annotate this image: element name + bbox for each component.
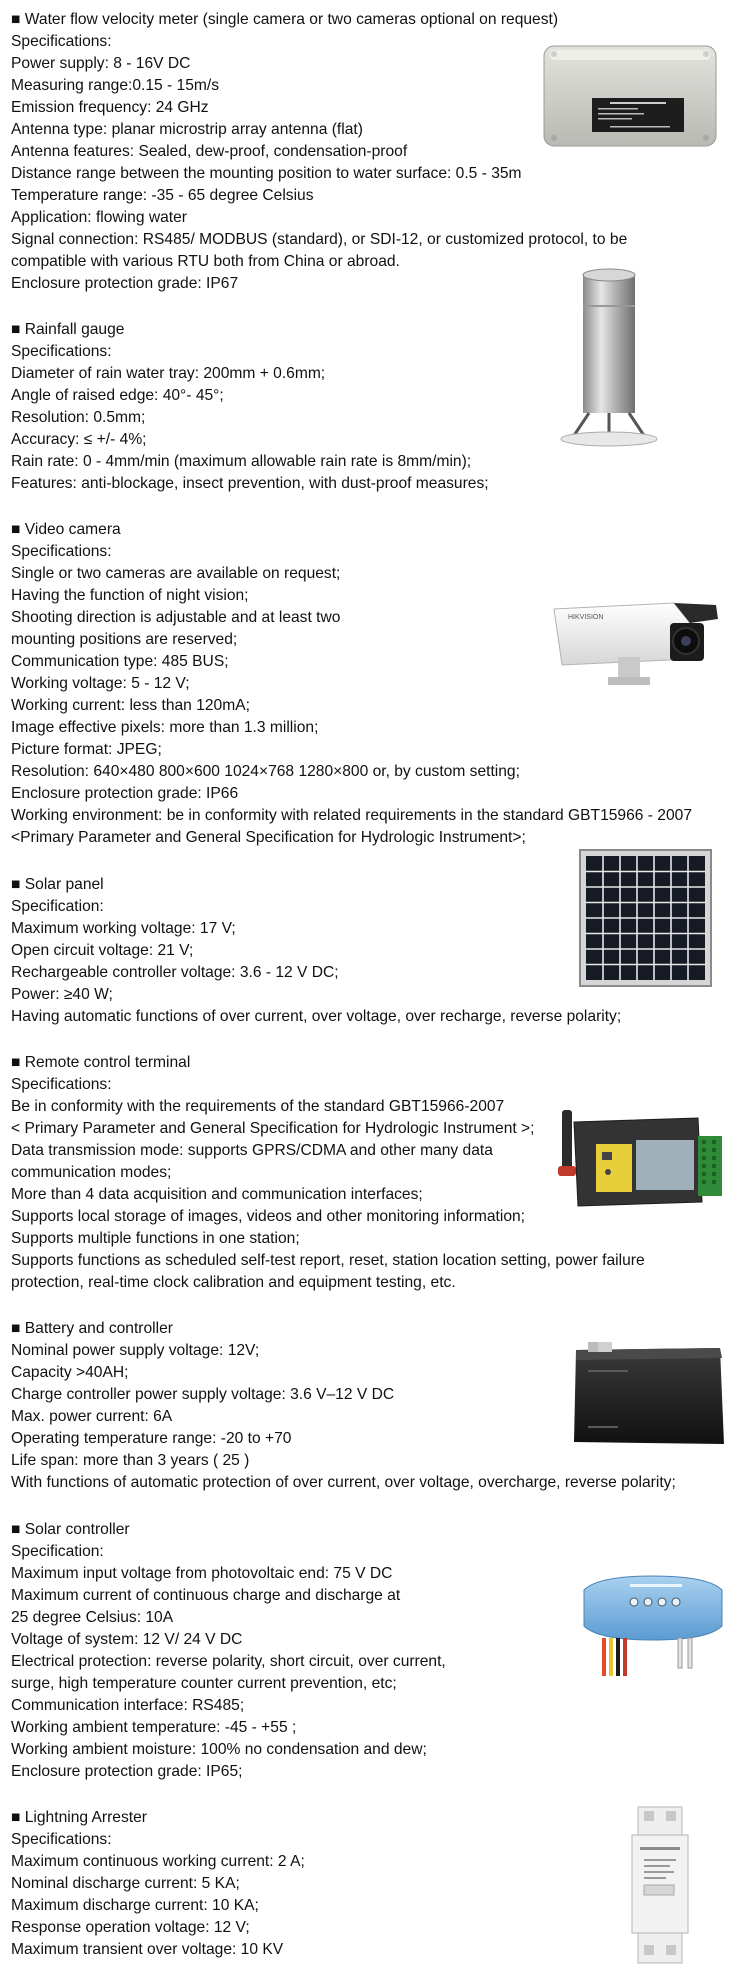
solar-panel-image (578, 848, 713, 988)
spec-line: Temperature range: -35 - 65 degree Celsius (11, 187, 314, 204)
section-heading: ■ Video camera (11, 521, 121, 538)
spec-line: Communication type: 485 BUS; (11, 653, 229, 670)
section-heading: ■ Solar controller (11, 1521, 130, 1538)
spec-line: Maximum transient over voltage: 10 KV (11, 1941, 284, 1958)
spec-line: Maximum working voltage: 17 V; (11, 920, 236, 937)
spec-line: Maximum input voltage from photovoltaic end: 75 V DC (11, 1565, 393, 1582)
spec-line: Power: ≥40 W; (11, 986, 113, 1003)
spec-line: Maximum discharge current: 10 KA; (11, 1897, 259, 1914)
spec-line: Specifications: (11, 1076, 112, 1093)
camera-image (548, 595, 723, 690)
spec-line: Life span: more than 3 years ( 25 ) (11, 1452, 250, 1469)
spec-line: Features: anti-blockage, insect prevention, with dust-proof measures; (11, 475, 489, 492)
spec-line: Maximum current of continuous charge and discharge at (11, 1587, 401, 1604)
spec-line: Charge controller power supply voltage: 3.6 V–12 V DC (11, 1386, 395, 1403)
spec-line: Be in conformity with the requirements of the standard GBT15966-2007 (11, 1098, 505, 1115)
spec-line: Enclosure protection grade: IP65; (11, 1763, 243, 1780)
spec-line: Picture format: JPEG; (11, 741, 162, 758)
section-heading: ■ Rainfall gauge (11, 321, 125, 338)
spec-line: Capacity >40AH; (11, 1364, 129, 1381)
spec-line: Specification: (11, 898, 104, 915)
spec-line: Antenna features: Sealed, dew-proof, condensation-proof (11, 143, 408, 160)
spec-line: More than 4 data acquisition and communication interfaces; (11, 1186, 423, 1203)
spec-line: Rechargeable controller voltage: 3.6 - 12 V DC; (11, 964, 339, 981)
spec-line: Nominal power supply voltage: 12V; (11, 1342, 260, 1359)
spec-line: Specifications: (11, 543, 112, 560)
spec-line: Emission frequency: 24 GHz (11, 99, 209, 116)
spec-line: Image effective pixels: more than 1.3 million; (11, 719, 319, 736)
spec-line: Single or two cameras are available on request; (11, 565, 341, 582)
spec-line: Maximum continuous working current: 2 A; (11, 1853, 305, 1870)
spec-line: <Primary Parameter and General Specification for Hydrologic Instrument>; (11, 829, 526, 846)
battery-image (570, 1336, 730, 1451)
spec-line: Response operation voltage: 12 V; (11, 1919, 250, 1936)
spec-line: Application: flowing water (11, 209, 187, 226)
spec-line: Max. power current: 6A (11, 1408, 173, 1425)
spec-line: Electrical protection: reverse polarity, short circuit, over current, (11, 1653, 446, 1670)
flow-meter-box-image (540, 40, 720, 155)
spec-line: mounting positions are reserved; (11, 631, 238, 648)
spec-line: Working ambient temperature: -45 - +55 ; (11, 1719, 297, 1736)
spec-line: Measuring range:0.15 - 15m/s (11, 77, 220, 94)
spec-line: Operating temperature range: -20 to +70 (11, 1430, 292, 1447)
camera-brand-text: HIKVISION (568, 614, 604, 621)
spec-line: Working ambient moisture: 100% no condensation and dew; (11, 1741, 427, 1758)
spec-line: Voltage of system: 12 V/ 24 V DC (11, 1631, 243, 1648)
spec-line: Specifications: (11, 343, 112, 360)
spec-line: Power supply: 8 - 16V DC (11, 55, 191, 72)
spec-line: Specification: (11, 1543, 104, 1560)
spec-line: Accuracy: ≤ +/- 4%; (11, 431, 147, 448)
spec-line: Resolution: 640×480 800×600 1024×768 1280×800 or, by custom setting; (11, 763, 520, 780)
spec-line: Specifications: (11, 33, 112, 50)
spec-line: Working current: less than 120mA; (11, 697, 250, 714)
lightning-arrester-image (630, 1805, 690, 1965)
spec-line: With functions of automatic protection of over current, over voltage, overcharge, reverse polarity; (11, 1474, 676, 1491)
spec-line: Rain rate: 0 - 4mm/min (maximum allowable rain rate is 8mm/min); (11, 453, 472, 470)
spec-line: Having the function of night vision; (11, 587, 249, 604)
spec-line: 25 degree Celsius: 10A (11, 1609, 174, 1626)
spec-line: Nominal discharge current: 5 KA; (11, 1875, 240, 1892)
spec-line: Enclosure protection grade: IP66 (11, 785, 239, 802)
spec-line: Specifications: (11, 1831, 112, 1848)
spec-line: Data transmission mode: supports GPRS/CDMA and other many data (11, 1142, 493, 1159)
section-heading: ■ Water flow velocity meter (single camera or two cameras optional on request) (11, 11, 559, 28)
section-heading: ■ Lightning Arrester (11, 1809, 147, 1826)
spec-line: communication modes; (11, 1164, 172, 1181)
spec-line: Communication interface: RS485; (11, 1697, 245, 1714)
spec-line: Open circuit voltage: 21 V; (11, 942, 194, 959)
spec-line: Distance range between the mounting position to water surface: 0.5 - 35m (11, 165, 522, 182)
spec-line: Antenna type: planar microstrip array antenna (flat) (11, 121, 363, 138)
spec-line: < Primary Parameter and General Specification for Hydrologic Instrument >; (11, 1120, 535, 1137)
spec-line: Enclosure protection grade: IP67 (11, 275, 239, 292)
spec-line: Working voltage: 5 - 12 V; (11, 675, 190, 692)
spec-line: Diameter of rain water tray: 200mm + 0.6mm; (11, 365, 326, 382)
spec-line: Signal connection: RS485/ MODBUS (standard), or SDI-12, or customized protocol, to be (11, 231, 628, 248)
spec-line: compatible with various RTU both from China or abroad. (11, 253, 400, 270)
spec-line: Supports local storage of images, videos and other monitoring information; (11, 1208, 526, 1225)
solar-controller-image (578, 1570, 728, 1685)
rtu-terminal-image (552, 1102, 732, 1222)
spec-line: Angle of raised edge: 40°- 45°; (11, 387, 224, 404)
section-heading: ■ Remote control terminal (11, 1054, 191, 1071)
spec-line: Shooting direction is adjustable and at least two (11, 609, 341, 626)
spec-line: Resolution: 0.5mm; (11, 409, 146, 426)
spec-line: surge, high temperature counter current prevention, etc; (11, 1675, 397, 1692)
section-heading: ■ Solar panel (11, 876, 104, 893)
spec-line: Supports multiple functions in one station; (11, 1230, 300, 1247)
spec-line: Working environment: be in conformity with related requirements in the standard GBT15966 - 2007 (11, 807, 692, 824)
spec-line: Having automatic functions of over current, over voltage, over recharge, reverse polarity; (11, 1008, 622, 1025)
rain-gauge-image (555, 265, 665, 450)
spec-line: Supports functions as scheduled self-test report, reset, station location setting, power failure (11, 1252, 645, 1269)
spec-line: protection, real-time clock calibration and equipment testing, etc. (11, 1274, 456, 1291)
section-heading: ■ Battery and controller (11, 1320, 173, 1337)
